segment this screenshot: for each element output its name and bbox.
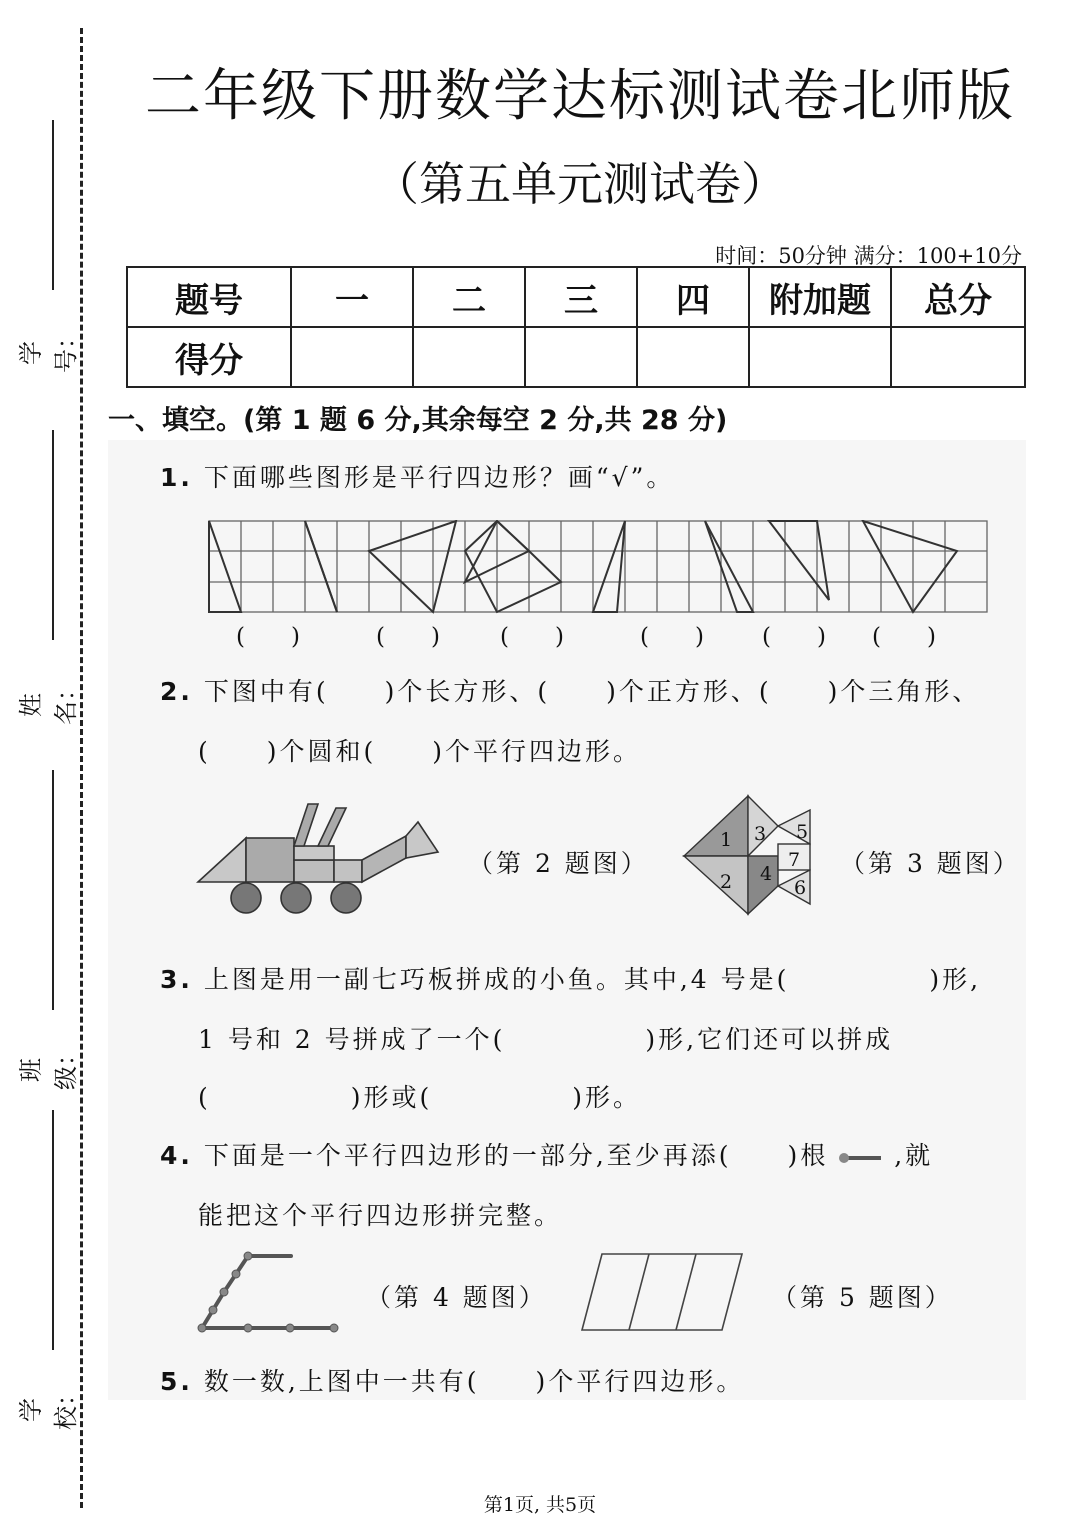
answer-blank[interactable]: ( ) <box>500 624 564 650</box>
tangram-label-1: 1 <box>720 829 733 851</box>
school-label: 学校： <box>17 1382 80 1430</box>
figure-3-caption: （第 3 题图） <box>840 849 1021 878</box>
score-header-cell: 题号 <box>127 267 291 327</box>
question-1 <box>160 458 674 494</box>
answer-blank[interactable]: ( ) <box>376 624 440 650</box>
score-header-cell: 二 <box>413 267 525 327</box>
question-text-end: ,就 <box>894 1141 934 1170</box>
page-title: 二年级下册数学达标测试卷北师版 <box>145 64 1015 129</box>
shape-triangle <box>209 521 241 612</box>
question-number: 2. <box>160 677 193 706</box>
question-number: 5. <box>160 1367 193 1396</box>
question-3-line3: ( )形或( )形。 <box>198 1083 642 1112</box>
figure-4-sticks <box>196 1250 346 1338</box>
shape-sliver-b <box>593 521 625 612</box>
question-4 <box>160 1136 933 1172</box>
tangram-label-2: 2 <box>720 871 733 893</box>
score-header-cell: 四 <box>637 267 749 327</box>
shape-sliver <box>305 521 337 612</box>
score-header-cell: 总分 <box>891 267 1025 327</box>
figure-2-caption: （第 2 题图） <box>468 849 649 878</box>
figure-2-vehicle <box>196 800 446 920</box>
tangram-label-4: 4 <box>760 863 773 885</box>
exam-time-info: 时间：50分钟 满分：100+10分 <box>715 244 1022 268</box>
answer-blank[interactable]: ( ) <box>640 624 704 650</box>
question-text: 数一数,上图中一共有( )个平行四边形。 <box>203 1367 745 1396</box>
figure-5-parallelograms <box>578 1250 746 1334</box>
page-subtitle: （第五单元测试卷） <box>373 157 787 211</box>
tangram-label-5: 5 <box>796 821 809 843</box>
question-text: 下面是一个平行四边形的一部分,至少再添( )根 <box>203 1141 829 1170</box>
figure-5-caption: （第 5 题图） <box>772 1283 953 1312</box>
score-input-cell[interactable] <box>291 327 413 387</box>
question-5 <box>160 1362 744 1398</box>
question-3-line2: 1 号和 2 号拼成了一个( )形,它们还可以拼成 <box>198 1025 894 1054</box>
score-table <box>126 266 1026 388</box>
shape-sliver-c <box>705 521 753 612</box>
shape-pentagon <box>465 521 561 612</box>
binding-dashed-line <box>80 28 83 1508</box>
tangram-label-6: 6 <box>794 877 807 899</box>
score-input-cell[interactable] <box>413 327 525 387</box>
answer-blank[interactable]: ( ) <box>236 624 300 650</box>
score-header-cell: 附加题 <box>749 267 891 327</box>
school-line <box>52 1110 54 1350</box>
figure-4-caption: （第 4 题图） <box>366 1283 547 1312</box>
figure-3-tangram-fish <box>680 792 820 934</box>
question-2-line2: ( )个圆和( )个平行四边形。 <box>198 737 642 766</box>
shape-triangle-c <box>863 521 957 612</box>
question-2 <box>160 672 980 708</box>
class-label: 班级： <box>17 1042 80 1090</box>
tangram-label-3: 3 <box>754 823 767 845</box>
score-table-score-row <box>127 327 1025 387</box>
question-text: 下图中有( )个长方形、( )个正方形、( )个三角形、 <box>203 677 981 706</box>
question-number: 3. <box>160 965 193 994</box>
score-input-cell[interactable] <box>891 327 1025 387</box>
score-input-cell[interactable] <box>525 327 637 387</box>
shape-parallelogram-a <box>369 521 456 612</box>
page-footer: 第1页, 共5页 <box>483 1494 597 1516</box>
score-header-cell: 一 <box>291 267 413 327</box>
name-label: 姓名： <box>17 677 80 725</box>
answer-blank[interactable]: ( ) <box>762 624 826 650</box>
question-3 <box>160 960 981 996</box>
answer-blank[interactable]: ( ) <box>872 624 936 650</box>
stick-icon <box>839 1151 883 1165</box>
q1-grid-figure <box>208 520 990 615</box>
student-id-line <box>52 120 54 290</box>
question-text: 上图是用一副七巧板拼成的小鱼。其中,4 号是( )形, <box>203 965 982 994</box>
score-header-cell: 三 <box>525 267 637 327</box>
score-table-header-row <box>127 267 1025 327</box>
score-input-cell[interactable] <box>749 327 891 387</box>
score-row-label: 得分 <box>127 327 291 387</box>
student-id-label: 学号： <box>17 325 80 373</box>
question-number: 4. <box>160 1141 193 1170</box>
tangram-label-7: 7 <box>788 849 801 871</box>
question-4-line2: 能把这个平行四边形拼完整。 <box>198 1201 563 1230</box>
score-input-cell[interactable] <box>637 327 749 387</box>
shape-triangle-b <box>769 521 829 600</box>
question-text: 下面哪些图形是平行四边形？画“√”。 <box>203 463 675 492</box>
section-heading: 一、填空。(第 1 题 6 分,其余每空 2 分,共 28 分) <box>108 405 728 436</box>
question-number: 1. <box>160 463 193 492</box>
class-line <box>52 770 54 1010</box>
name-line <box>52 430 54 640</box>
